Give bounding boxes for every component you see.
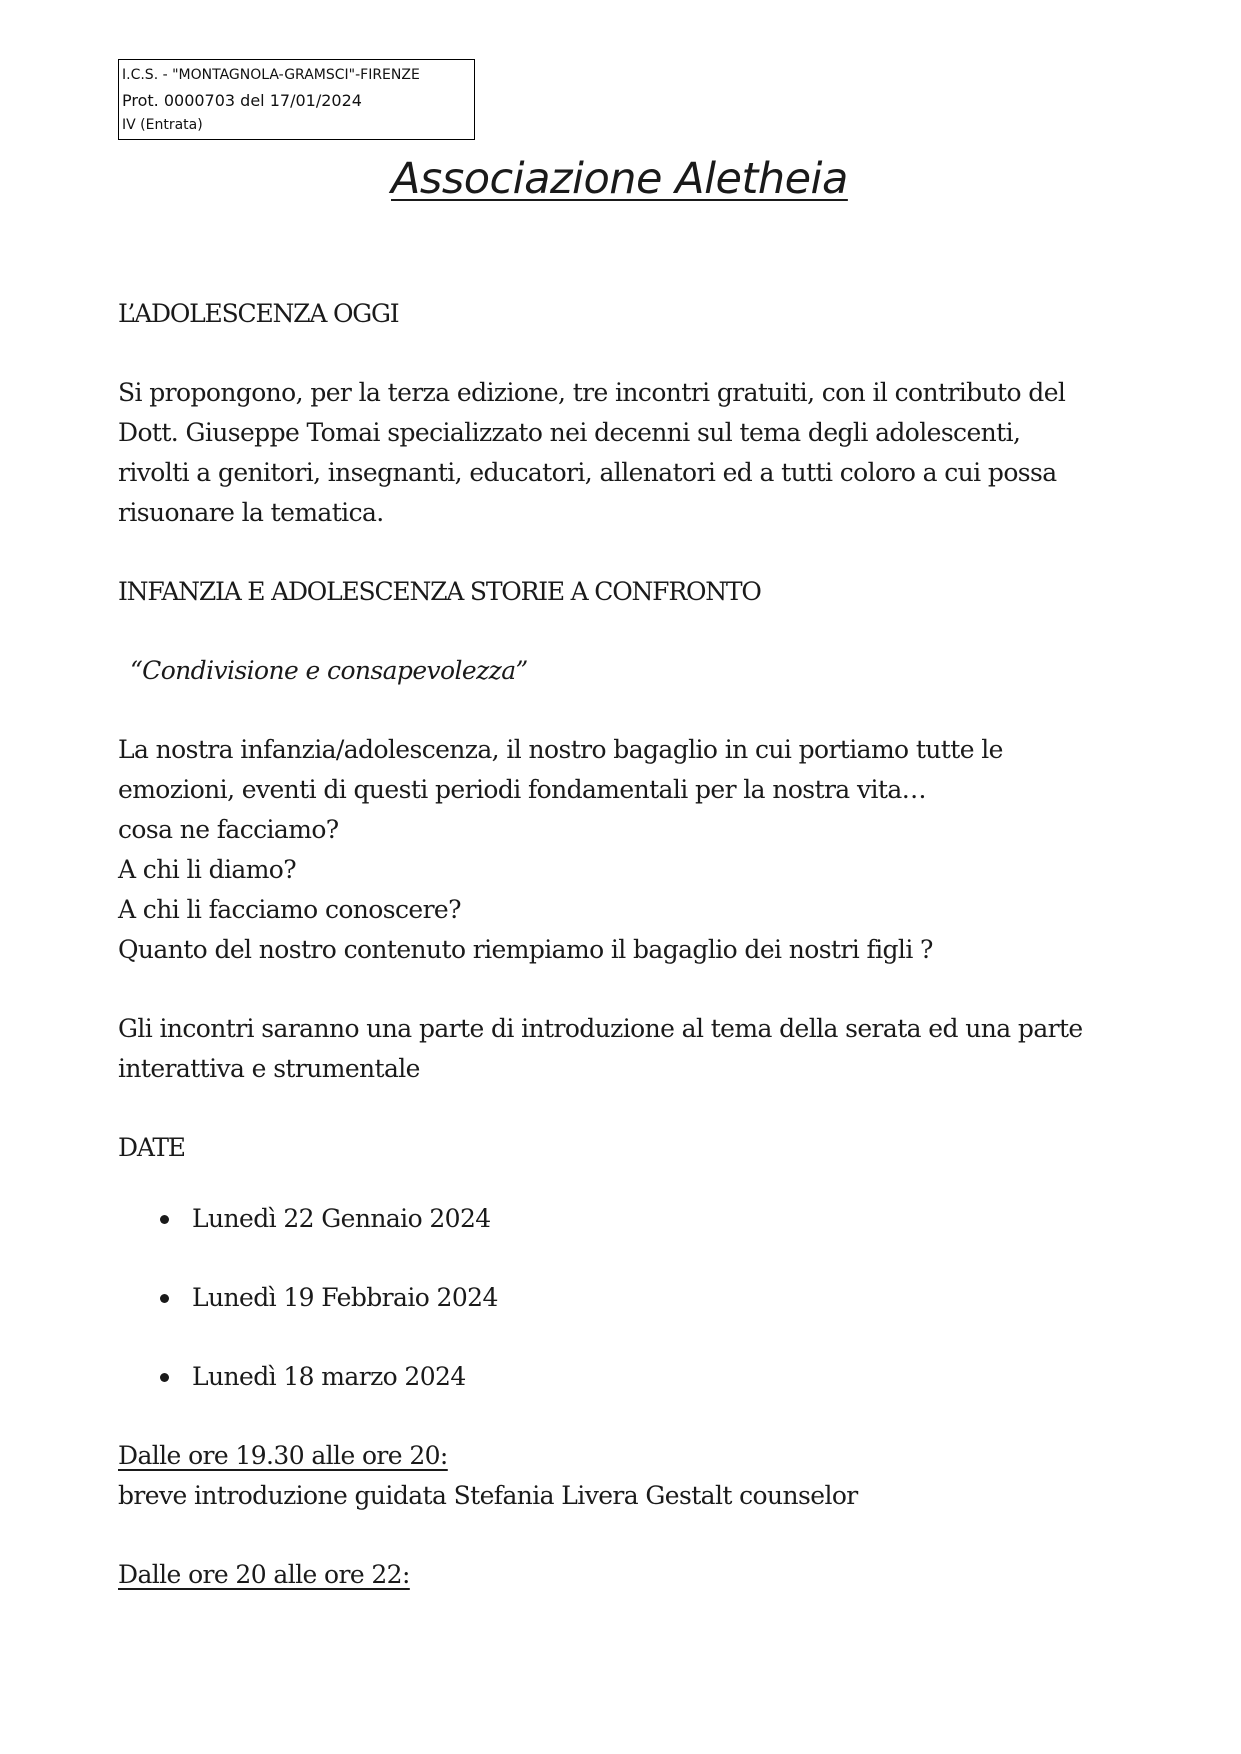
section-heading-storie-a-confronto: INFANZIA E ADOLESCENZA STORIE A CONFRONTO [118,577,761,606]
stamp-type: IV (Entrata) [122,117,203,133]
body-line-6: Quanto del nostro contenuto riempiamo il bagaglio dei nostri figli ? [118,935,933,964]
list-item [118,1357,1018,1397]
list-item [118,1278,1018,1318]
intro-line-3: rivolti a genitori, insegnanti, educatori, allenatori ed a tutti coloro a cui possa [118,458,1057,487]
body-line-1: La nostra infanzia/adolescenza, il nostro bagaglio in cui portiamo tutte le [118,735,1003,764]
body-line-2: emozioni, eventi di questi periodi fondamentali per la nostra vita… [118,775,927,804]
dates-list [118,1199,1018,1436]
incontri-line-1: Gli incontri saranno una parte di introduzione al tema della serata ed una parte [118,1014,1083,1043]
schedule-slot-1-label [118,1436,1128,1476]
incontri-line-2: interattiva e strumentale [118,1054,420,1083]
bullet-icon [160,1294,169,1303]
section-heading-adolescenza-oggi: L’ADOLESCENZA OGGI [118,299,399,328]
bullet-icon [160,1215,169,1224]
document-title: Associazione Aletheia [391,154,848,204]
intro-line-4: risuonare la tematica. [118,498,384,527]
intro-line-1: Si propongono, per la terza edizione, tre incontri gratuiti, con il contributo del [118,378,1066,407]
schedule-slot-2-label-text: Dalle ore 20 alle ore 22: [118,1560,410,1589]
list-item [118,1199,1018,1239]
body-line-4: A chi li diamo? [118,855,297,884]
section-subtitle: “Condivisione e consapevolezza” [130,656,528,685]
bullet-icon [160,1373,169,1382]
date-text: Lunedì 18 marzo 2024 [192,1362,466,1391]
schedule-slot-1-label-text: Dalle ore 19.30 alle ore 20: [118,1441,448,1470]
stamp-school: I.C.S. - "MONTAGNOLA-GRAMSCI"-FIRENZE [122,67,420,83]
body-line-3: cosa ne facciamo? [118,815,339,844]
stamp-protocol-number: Prot. 0000703 del 17/01/2024 [122,91,362,110]
schedule-slot-2-label [118,1555,1128,1595]
protocol-stamp [118,59,475,140]
body-line-5: A chi li facciamo conoscere? [118,895,461,924]
date-text: Lunedì 22 Gennaio 2024 [192,1204,491,1233]
date-text: Lunedì 19 Febbraio 2024 [192,1283,498,1312]
dates-heading: DATE [118,1133,185,1162]
schedule-slot-1-text: breve introduzione guidata Stefania Livera Gestalt counselor [118,1481,858,1510]
intro-line-2: Dott. Giuseppe Tomai specializzato nei decenni sul tema degli adolescenti, [118,418,1021,447]
